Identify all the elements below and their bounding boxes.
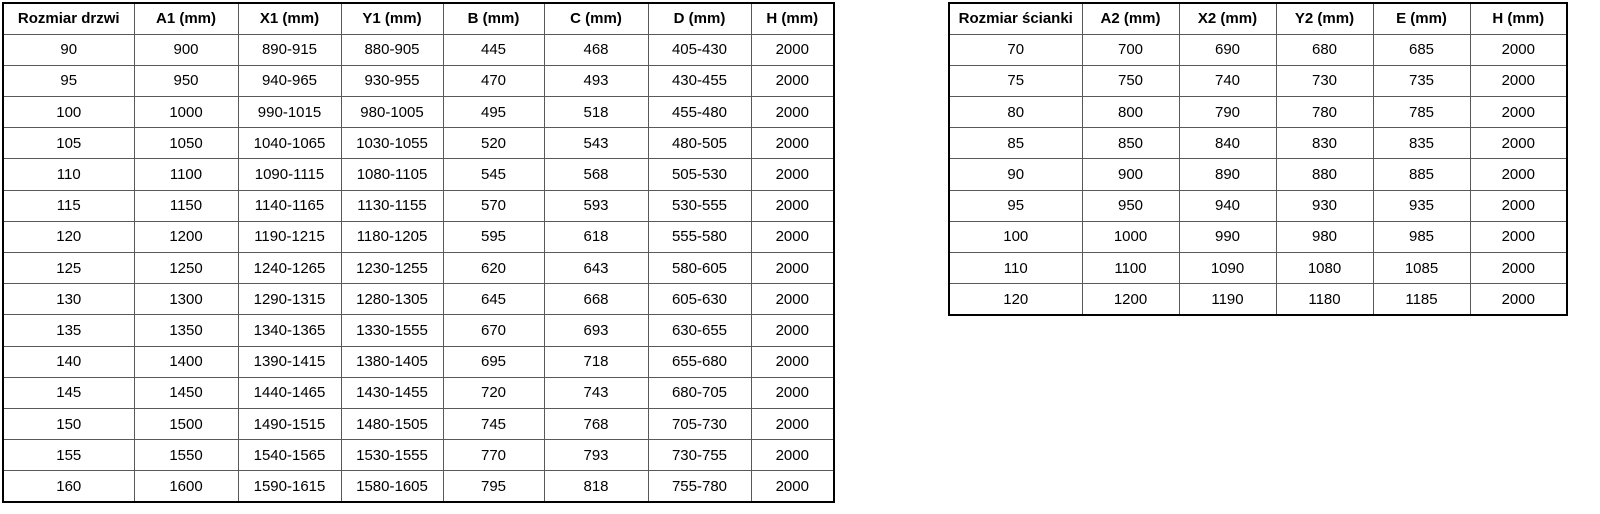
table-cell: 90 bbox=[949, 159, 1082, 190]
table-cell: 785 bbox=[1373, 97, 1470, 128]
table-cell: 430-455 bbox=[648, 65, 751, 96]
door-sizes-table bbox=[2, 2, 835, 503]
table-cell: 1085 bbox=[1373, 253, 1470, 284]
column-header-a2: A2 (mm) bbox=[1082, 3, 1179, 34]
table-cell: 120 bbox=[949, 284, 1082, 315]
table-cell: 1080 bbox=[1276, 253, 1373, 284]
table-cell: 2000 bbox=[751, 65, 834, 96]
table-cell: 1340-1365 bbox=[238, 315, 341, 346]
table-cell: 2000 bbox=[1470, 128, 1567, 159]
table-cell: 940-965 bbox=[238, 65, 341, 96]
table-cell: 890 bbox=[1179, 159, 1276, 190]
table-cell: 850 bbox=[1082, 128, 1179, 159]
table-cell: 1050 bbox=[134, 128, 238, 159]
table-cell: 445 bbox=[443, 34, 544, 65]
table-row bbox=[3, 128, 834, 159]
table-cell: 1430-1455 bbox=[341, 377, 443, 408]
table-cell: 1290-1315 bbox=[238, 284, 341, 315]
table-cell: 140 bbox=[3, 346, 134, 377]
table-row bbox=[3, 253, 834, 284]
table-cell: 740 bbox=[1179, 65, 1276, 96]
column-header-e: E (mm) bbox=[1373, 3, 1470, 34]
table-cell: 1200 bbox=[134, 221, 238, 252]
table-cell: 90 bbox=[3, 34, 134, 65]
table-cell: 1480-1505 bbox=[341, 408, 443, 439]
table-cell: 2000 bbox=[1470, 159, 1567, 190]
table-row bbox=[949, 253, 1567, 284]
table-cell: 730 bbox=[1276, 65, 1373, 96]
table-row bbox=[3, 34, 834, 65]
table-cell: 1200 bbox=[1082, 284, 1179, 315]
table-cell: 990 bbox=[1179, 221, 1276, 252]
table-cell: 505-530 bbox=[648, 159, 751, 190]
table-cell: 130 bbox=[3, 284, 134, 315]
table-cell: 1500 bbox=[134, 408, 238, 439]
table-cell: 930 bbox=[1276, 190, 1373, 221]
table-cell: 2000 bbox=[1470, 221, 1567, 252]
table-cell: 645 bbox=[443, 284, 544, 315]
table-row bbox=[949, 128, 1567, 159]
table-cell: 85 bbox=[949, 128, 1082, 159]
table-cell: 2000 bbox=[751, 440, 834, 471]
table-cell: 1280-1305 bbox=[341, 284, 443, 315]
column-header-a1: A1 (mm) bbox=[134, 3, 238, 34]
table-cell: 1580-1605 bbox=[341, 471, 443, 502]
table-cell: 980 bbox=[1276, 221, 1373, 252]
table-cell: 135 bbox=[3, 315, 134, 346]
table-cell: 1190 bbox=[1179, 284, 1276, 315]
table-cell: 620 bbox=[443, 253, 544, 284]
table-cell: 1185 bbox=[1373, 284, 1470, 315]
table-cell: 2000 bbox=[1470, 34, 1567, 65]
table-cell: 1390-1415 bbox=[238, 346, 341, 377]
table-cell: 2000 bbox=[751, 34, 834, 65]
table-cell: 1230-1255 bbox=[341, 253, 443, 284]
table-cell: 1040-1065 bbox=[238, 128, 341, 159]
table-cell: 880 bbox=[1276, 159, 1373, 190]
table-cell: 1330-1555 bbox=[341, 315, 443, 346]
table-cell: 755-780 bbox=[648, 471, 751, 502]
table-cell: 700 bbox=[1082, 34, 1179, 65]
table-cell: 593 bbox=[544, 190, 648, 221]
table-cell: 95 bbox=[3, 65, 134, 96]
table-row bbox=[3, 65, 834, 96]
table-cell: 693 bbox=[544, 315, 648, 346]
table-cell: 1030-1055 bbox=[341, 128, 443, 159]
table-row bbox=[3, 471, 834, 502]
table-cell: 1440-1465 bbox=[238, 377, 341, 408]
table-cell: 1000 bbox=[134, 97, 238, 128]
table-cell: 595 bbox=[443, 221, 544, 252]
table-cell: 1540-1565 bbox=[238, 440, 341, 471]
table-cell: 930-955 bbox=[341, 65, 443, 96]
table-row bbox=[949, 34, 1567, 65]
table-cell: 840 bbox=[1179, 128, 1276, 159]
table-cell: 680 bbox=[1276, 34, 1373, 65]
table-cell: 155 bbox=[3, 440, 134, 471]
table-cell: 680-705 bbox=[648, 377, 751, 408]
table-cell: 545 bbox=[443, 159, 544, 190]
table-cell: 900 bbox=[1082, 159, 1179, 190]
table-cell: 125 bbox=[3, 253, 134, 284]
column-header-rozmiar-scianki: Rozmiar ścianki bbox=[949, 3, 1082, 34]
table-cell: 2000 bbox=[751, 471, 834, 502]
table-cell: 900 bbox=[134, 34, 238, 65]
table-cell: 1190-1215 bbox=[238, 221, 341, 252]
table-cell: 115 bbox=[3, 190, 134, 221]
table-cell: 455-480 bbox=[648, 97, 751, 128]
table-cell: 75 bbox=[949, 65, 1082, 96]
table-row bbox=[949, 221, 1567, 252]
column-header-rozmiar-drzwi: Rozmiar drzwi bbox=[3, 3, 134, 34]
table-cell: 690 bbox=[1179, 34, 1276, 65]
table-cell: 830 bbox=[1276, 128, 1373, 159]
table-cell: 890-915 bbox=[238, 34, 341, 65]
column-header-y1: Y1 (mm) bbox=[341, 3, 443, 34]
table-cell: 880-905 bbox=[341, 34, 443, 65]
table-cell: 2000 bbox=[751, 97, 834, 128]
table-cell: 530-555 bbox=[648, 190, 751, 221]
table-row bbox=[3, 97, 834, 128]
table-cell: 618 bbox=[544, 221, 648, 252]
table-cell: 718 bbox=[544, 346, 648, 377]
table-cell: 655-680 bbox=[648, 346, 751, 377]
table-row bbox=[3, 284, 834, 315]
table-cell: 1100 bbox=[134, 159, 238, 190]
table-cell: 818 bbox=[544, 471, 648, 502]
table-cell: 150 bbox=[3, 408, 134, 439]
table-cell: 105 bbox=[3, 128, 134, 159]
table-cell: 630-655 bbox=[648, 315, 751, 346]
table-cell: 120 bbox=[3, 221, 134, 252]
table-cell: 110 bbox=[949, 253, 1082, 284]
table-row bbox=[3, 346, 834, 377]
table-row bbox=[3, 440, 834, 471]
table-cell: 1250 bbox=[134, 253, 238, 284]
table-cell: 518 bbox=[544, 97, 648, 128]
table-cell: 643 bbox=[544, 253, 648, 284]
table-cell: 685 bbox=[1373, 34, 1470, 65]
table-cell: 670 bbox=[443, 315, 544, 346]
column-header-h: H (mm) bbox=[1470, 3, 1567, 34]
table-cell: 940 bbox=[1179, 190, 1276, 221]
table-cell: 1150 bbox=[134, 190, 238, 221]
table-row bbox=[949, 159, 1567, 190]
table-cell: 1600 bbox=[134, 471, 238, 502]
table-row bbox=[3, 315, 834, 346]
table-cell: 1080-1105 bbox=[341, 159, 443, 190]
table-cell: 800 bbox=[1082, 97, 1179, 128]
table-cell: 1140-1165 bbox=[238, 190, 341, 221]
table-cell: 695 bbox=[443, 346, 544, 377]
table-cell: 985 bbox=[1373, 221, 1470, 252]
table-cell: 2000 bbox=[1470, 253, 1567, 284]
table-cell: 580-605 bbox=[648, 253, 751, 284]
table-cell: 555-580 bbox=[648, 221, 751, 252]
table-cell: 405-430 bbox=[648, 34, 751, 65]
table-row bbox=[3, 377, 834, 408]
table-cell: 780 bbox=[1276, 97, 1373, 128]
table-row bbox=[949, 190, 1567, 221]
wall-table-header-row bbox=[949, 3, 1567, 34]
table-cell: 1590-1615 bbox=[238, 471, 341, 502]
table-cell: 1490-1515 bbox=[238, 408, 341, 439]
table-cell: 100 bbox=[949, 221, 1082, 252]
table-cell: 770 bbox=[443, 440, 544, 471]
column-header-b: B (mm) bbox=[443, 3, 544, 34]
table-cell: 735 bbox=[1373, 65, 1470, 96]
table-cell: 795 bbox=[443, 471, 544, 502]
table-cell: 2000 bbox=[751, 315, 834, 346]
table-cell: 520 bbox=[443, 128, 544, 159]
table-cell: 1090 bbox=[1179, 253, 1276, 284]
table-cell: 1000 bbox=[1082, 221, 1179, 252]
table-cell: 470 bbox=[443, 65, 544, 96]
table-cell: 2000 bbox=[1470, 190, 1567, 221]
table-cell: 2000 bbox=[751, 253, 834, 284]
column-header-h: H (mm) bbox=[751, 3, 834, 34]
table-cell: 768 bbox=[544, 408, 648, 439]
table-cell: 2000 bbox=[751, 408, 834, 439]
table-cell: 80 bbox=[949, 97, 1082, 128]
table-cell: 743 bbox=[544, 377, 648, 408]
table-cell: 1350 bbox=[134, 315, 238, 346]
table-cell: 2000 bbox=[751, 128, 834, 159]
table-cell: 1530-1555 bbox=[341, 440, 443, 471]
table-cell: 1180 bbox=[1276, 284, 1373, 315]
table-row bbox=[3, 190, 834, 221]
table-cell: 605-630 bbox=[648, 284, 751, 315]
table-cell: 1240-1265 bbox=[238, 253, 341, 284]
table-cell: 2000 bbox=[751, 190, 834, 221]
table-row bbox=[949, 284, 1567, 315]
table-cell: 493 bbox=[544, 65, 648, 96]
table-cell: 568 bbox=[544, 159, 648, 190]
table-cell: 1400 bbox=[134, 346, 238, 377]
table-cell: 543 bbox=[544, 128, 648, 159]
column-header-y2: Y2 (mm) bbox=[1276, 3, 1373, 34]
table-cell: 730-755 bbox=[648, 440, 751, 471]
table-cell: 70 bbox=[949, 34, 1082, 65]
table-cell: 145 bbox=[3, 377, 134, 408]
table-cell: 705-730 bbox=[648, 408, 751, 439]
table-cell: 2000 bbox=[1470, 65, 1567, 96]
table-cell: 2000 bbox=[1470, 97, 1567, 128]
table-cell: 1450 bbox=[134, 377, 238, 408]
table-cell: 2000 bbox=[751, 159, 834, 190]
table-row bbox=[3, 159, 834, 190]
column-header-x1: X1 (mm) bbox=[238, 3, 341, 34]
table-cell: 2000 bbox=[751, 377, 834, 408]
table-row bbox=[3, 221, 834, 252]
table-cell: 100 bbox=[3, 97, 134, 128]
table-cell: 1130-1155 bbox=[341, 190, 443, 221]
table-cell: 745 bbox=[443, 408, 544, 439]
table-cell: 495 bbox=[443, 97, 544, 128]
table-cell: 468 bbox=[544, 34, 648, 65]
column-header-c: C (mm) bbox=[544, 3, 648, 34]
table-row bbox=[949, 65, 1567, 96]
table-cell: 885 bbox=[1373, 159, 1470, 190]
table-cell: 1100 bbox=[1082, 253, 1179, 284]
table-cell: 790 bbox=[1179, 97, 1276, 128]
table-cell: 835 bbox=[1373, 128, 1470, 159]
table-cell: 2000 bbox=[1470, 284, 1567, 315]
table-cell: 793 bbox=[544, 440, 648, 471]
table-cell: 1180-1205 bbox=[341, 221, 443, 252]
table-cell: 750 bbox=[1082, 65, 1179, 96]
table-cell: 95 bbox=[949, 190, 1082, 221]
table-cell: 668 bbox=[544, 284, 648, 315]
table-cell: 980-1005 bbox=[341, 97, 443, 128]
table-cell: 950 bbox=[134, 65, 238, 96]
column-header-x2: X2 (mm) bbox=[1179, 3, 1276, 34]
table-row bbox=[949, 97, 1567, 128]
wall-sizes-table bbox=[948, 2, 1568, 316]
door-table-header-row bbox=[3, 3, 834, 34]
table-cell: 950 bbox=[1082, 190, 1179, 221]
table-cell: 720 bbox=[443, 377, 544, 408]
table-cell: 110 bbox=[3, 159, 134, 190]
table-cell: 480-505 bbox=[648, 128, 751, 159]
table-cell: 160 bbox=[3, 471, 134, 502]
table-row bbox=[3, 408, 834, 439]
column-header-d: D (mm) bbox=[648, 3, 751, 34]
table-cell: 1380-1405 bbox=[341, 346, 443, 377]
table-cell: 570 bbox=[443, 190, 544, 221]
table-cell: 2000 bbox=[751, 221, 834, 252]
table-cell: 1090-1115 bbox=[238, 159, 341, 190]
table-cell: 990-1015 bbox=[238, 97, 341, 128]
table-cell: 2000 bbox=[751, 346, 834, 377]
table-cell: 1300 bbox=[134, 284, 238, 315]
table-cell: 2000 bbox=[751, 284, 834, 315]
table-cell: 1550 bbox=[134, 440, 238, 471]
table-cell: 935 bbox=[1373, 190, 1470, 221]
